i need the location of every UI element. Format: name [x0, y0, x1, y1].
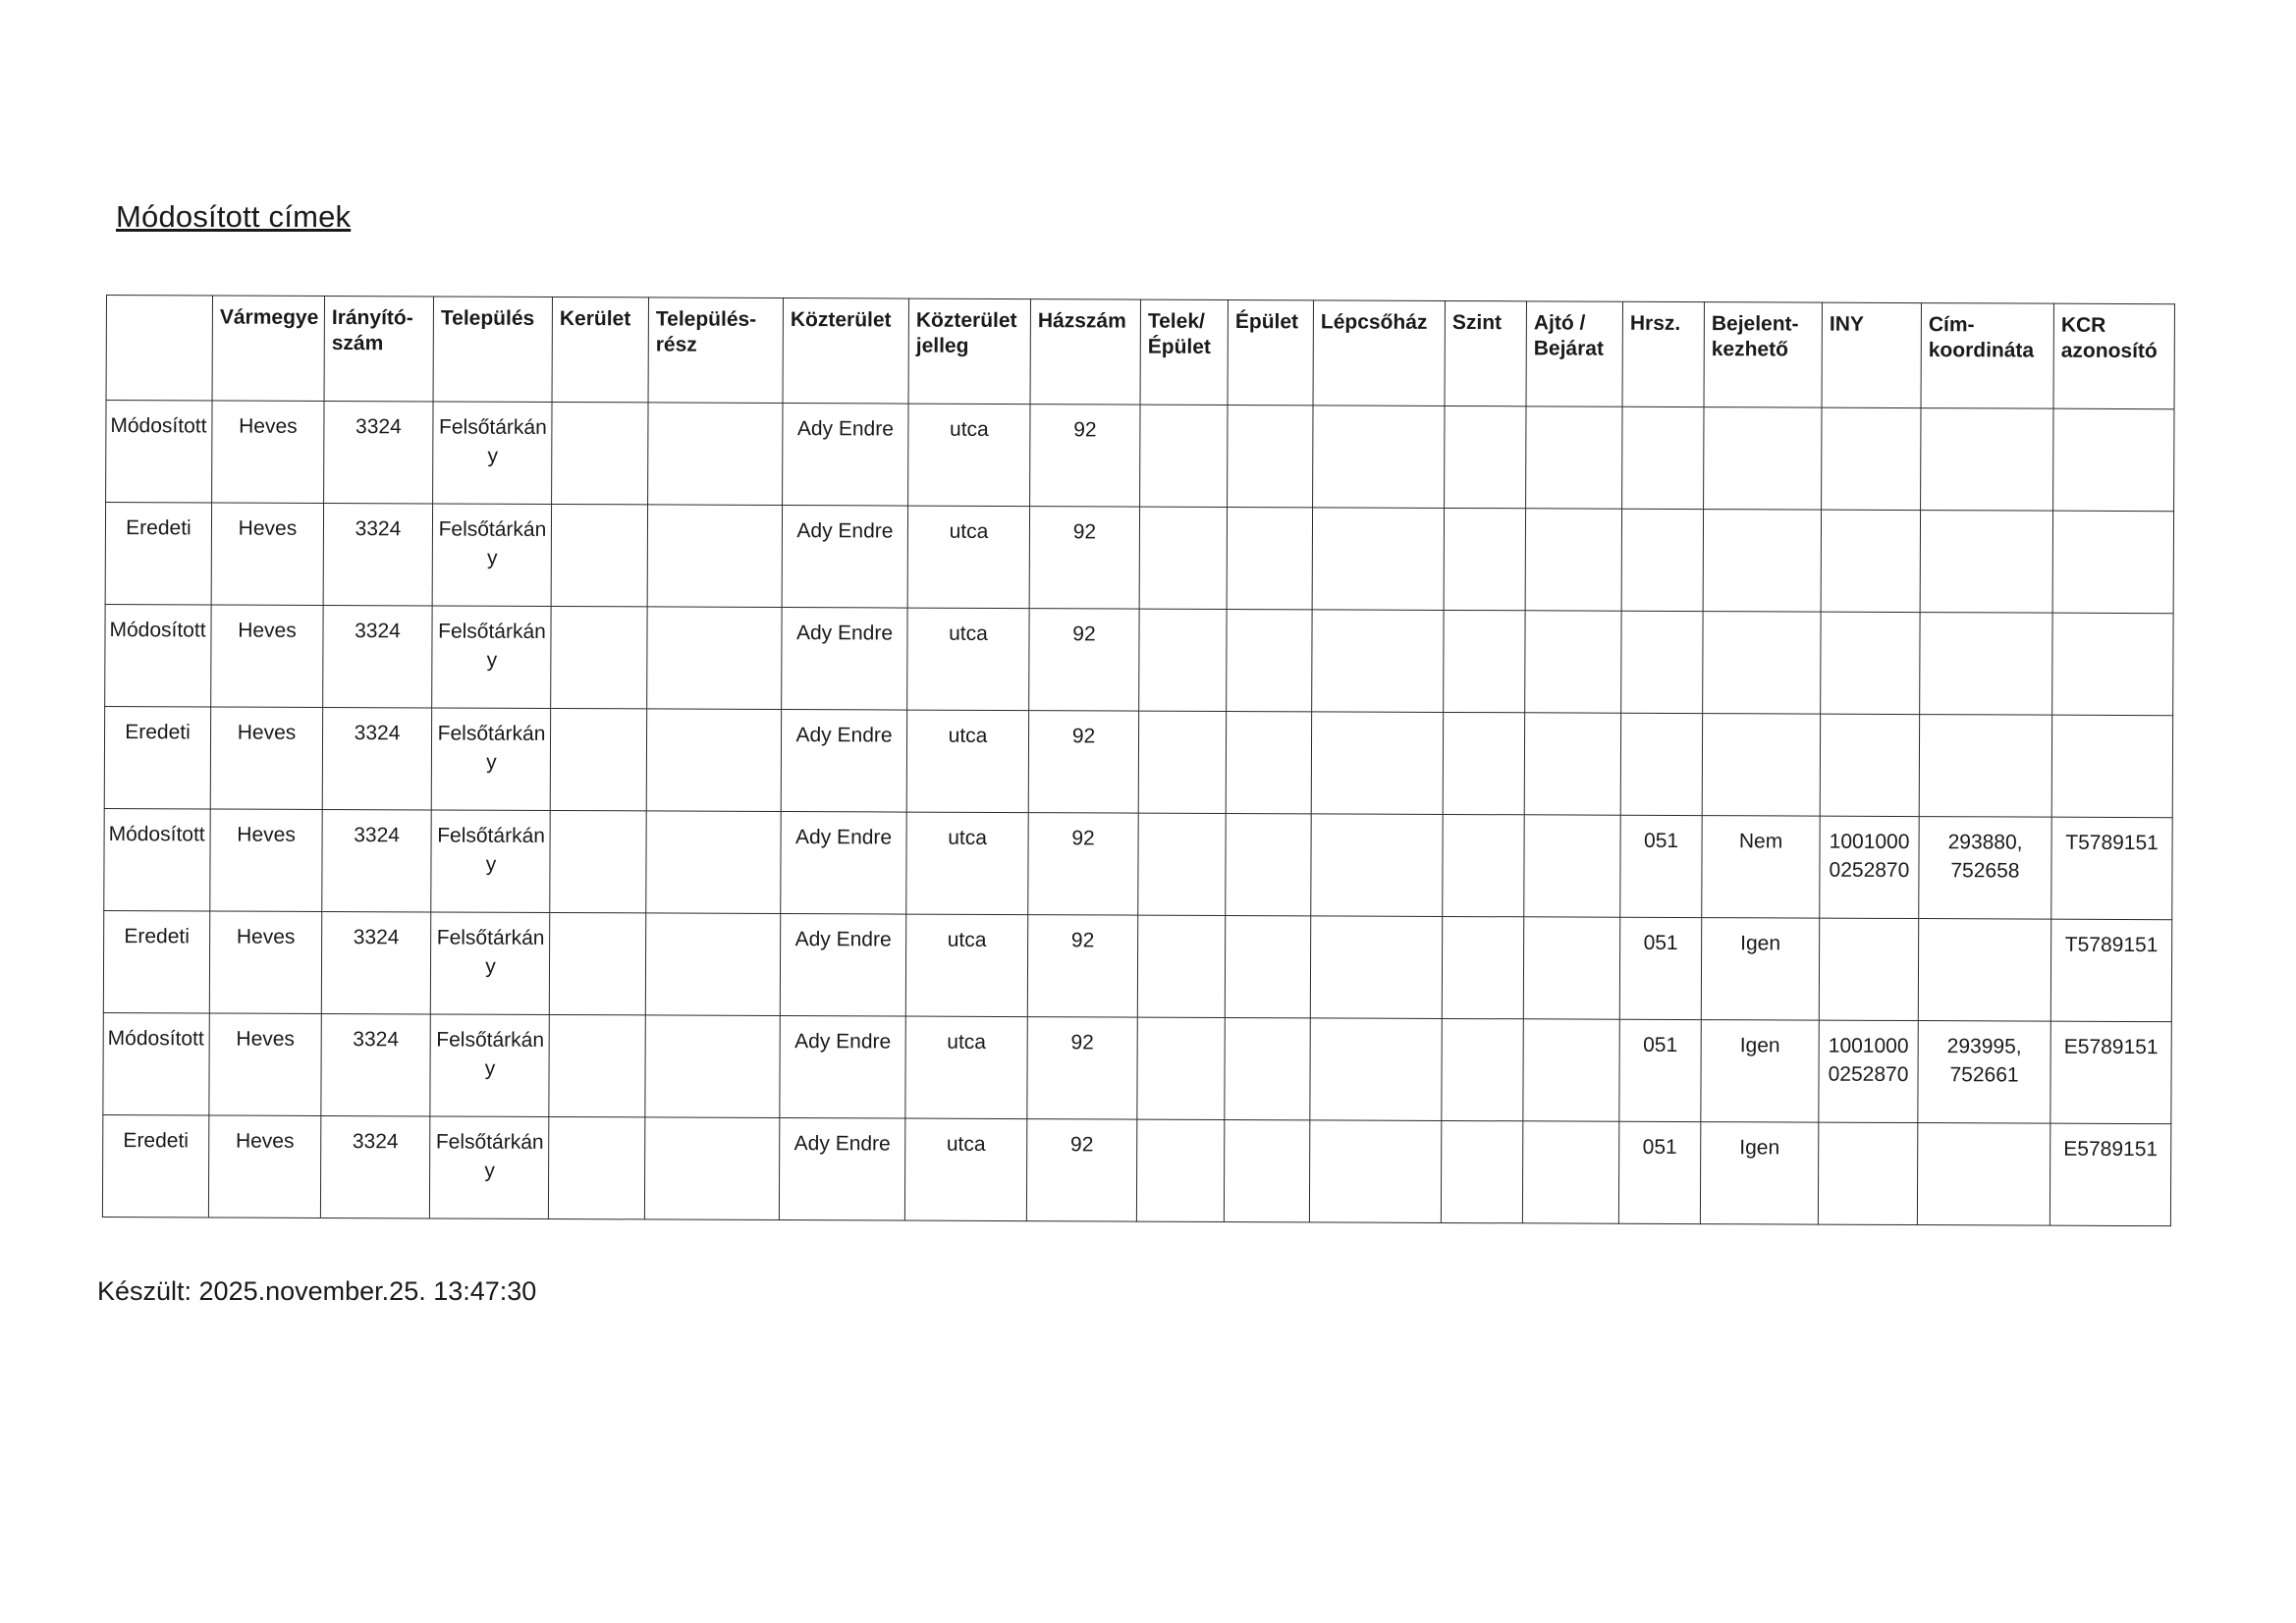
column-header: INY	[1822, 302, 1921, 407]
street-type-cell: utca	[905, 1016, 1027, 1119]
house-no-cell: 92	[1028, 813, 1138, 915]
district-cell	[551, 606, 647, 708]
column-header: Szint	[1445, 300, 1526, 406]
status-cell: Módosított	[104, 808, 210, 910]
street-type-cell: utca	[907, 506, 1029, 609]
coordinate-cell	[1917, 1123, 2050, 1226]
coord-line-1	[1918, 1134, 2050, 1135]
coordinate-cell	[1919, 817, 2051, 920]
reportable-cell: Igen	[1700, 1122, 1818, 1225]
floor-cell	[1444, 610, 1525, 712]
iny-cell	[1818, 1122, 1917, 1224]
coord-line-2	[1921, 419, 2052, 420]
coord-line-2	[1920, 726, 2051, 727]
hrsz-cell	[1622, 406, 1704, 509]
plot-cell	[1138, 711, 1226, 813]
status-cell: Eredeti	[103, 910, 209, 1012]
kcr-cell: T5789151	[2050, 919, 2171, 1022]
iny-line-2: 0252870	[1829, 858, 1910, 883]
street-cell: Ady Endre	[782, 506, 907, 609]
zip-cell: 3324	[321, 1013, 430, 1115]
plot-cell	[1140, 405, 1228, 507]
settlement-cell: Felsőtárkány	[430, 1014, 549, 1117]
column-header: Kerület	[552, 297, 648, 402]
building-cell	[1227, 609, 1312, 711]
column-header: Lépcsőház	[1313, 300, 1445, 406]
district-cell	[550, 708, 646, 810]
part-cell	[645, 1015, 780, 1118]
reportable-cell: Igen	[1701, 1020, 1819, 1123]
kcr-cell: E5789151	[2050, 1123, 2170, 1226]
staircase-cell	[1312, 508, 1444, 611]
plot-cell	[1137, 915, 1225, 1017]
county-cell: Heves	[211, 503, 323, 605]
column-header: Közterület jelleg	[908, 298, 1030, 405]
district-cell	[550, 810, 646, 912]
status-cell: Eredeti	[102, 1114, 208, 1217]
part-cell	[646, 811, 781, 914]
coord-line-2	[1919, 930, 2050, 931]
table-row	[105, 604, 2173, 715]
table-row	[103, 1012, 2171, 1123]
iny-cell	[1819, 918, 1918, 1020]
status-cell: Módosított	[103, 1012, 209, 1114]
street-cell: Ady Endre	[779, 1118, 904, 1221]
coord-line-2	[1921, 623, 2052, 624]
building-cell	[1225, 1017, 1310, 1119]
house-no-cell: 92	[1027, 1017, 1137, 1119]
column-header: Épület	[1228, 299, 1313, 405]
floor-cell	[1443, 814, 1524, 916]
zip-cell: 3324	[323, 605, 432, 707]
reportable-cell	[1703, 510, 1821, 613]
floor-cell	[1443, 712, 1524, 814]
zip-cell: 3324	[323, 503, 432, 605]
house-no-cell: 92	[1030, 405, 1140, 507]
plot-cell	[1138, 813, 1226, 915]
door-cell	[1523, 1019, 1619, 1121]
staircase-cell	[1311, 712, 1443, 815]
county-cell: Heves	[212, 401, 324, 503]
county-cell: Heves	[210, 809, 322, 911]
settlement-cell: Felsőtárkány	[431, 708, 550, 811]
coordinate-cell	[1918, 919, 2050, 1022]
table-body	[102, 401, 2174, 1226]
kcr-cell	[2052, 511, 2173, 614]
kcr-cell	[2052, 613, 2173, 716]
floor-cell	[1441, 1120, 1522, 1222]
street-type-cell: utca	[906, 812, 1028, 915]
iny-cell	[1821, 612, 1920, 714]
coordinate-cell	[1920, 613, 2052, 716]
house-no-cell: 92	[1028, 711, 1138, 813]
column-header: Irányító-szám	[324, 296, 433, 401]
column-header: Cím-koordináta	[1921, 303, 2053, 409]
coord-line-2: 752658	[1950, 859, 2020, 883]
iny-cell	[1820, 714, 1919, 816]
status-cell: Eredeti	[104, 706, 210, 808]
table-row	[105, 503, 2173, 614]
settlement-cell: Felsőtárkány	[433, 402, 552, 505]
building-cell	[1226, 711, 1311, 813]
building-cell	[1224, 1119, 1309, 1221]
part-cell	[647, 607, 782, 710]
reportable-cell	[1703, 612, 1821, 715]
staircase-cell	[1311, 814, 1443, 917]
kcr-cell: T5789151	[2051, 817, 2172, 920]
generated-timestamp: Készült: 2025.november.25. 13:47:30	[97, 1276, 537, 1306]
column-header: Ajtó / Bejárat	[1526, 301, 1622, 406]
column-header	[106, 296, 212, 401]
status-cell: Eredeti	[105, 503, 211, 605]
county-cell: Heves	[209, 911, 321, 1013]
kcr-cell: E5789151	[2050, 1021, 2171, 1124]
street-cell: Ady Endre	[781, 710, 906, 813]
door-cell	[1523, 917, 1619, 1019]
staircase-cell	[1312, 610, 1444, 713]
column-header: Házszám	[1030, 299, 1140, 405]
part-cell	[647, 505, 782, 608]
plot-cell	[1136, 1119, 1224, 1221]
reportable-cell	[1702, 714, 1820, 817]
staircase-cell	[1310, 916, 1442, 1019]
floor-cell	[1444, 508, 1525, 610]
street-type-cell: utca	[908, 404, 1030, 507]
table-row	[103, 910, 2171, 1021]
county-cell: Heves	[210, 707, 322, 809]
status-cell: Módosított	[105, 604, 211, 706]
door-cell	[1526, 406, 1622, 509]
floor-cell	[1445, 406, 1526, 508]
settlement-cell: Felsőtárkány	[431, 810, 550, 913]
zip-cell: 3324	[322, 809, 431, 911]
door-cell	[1524, 713, 1620, 815]
building-cell	[1227, 507, 1312, 609]
column-header: Vármegye	[212, 296, 324, 401]
column-header: Közterület	[783, 298, 908, 405]
plot-cell	[1139, 609, 1227, 711]
door-cell	[1524, 815, 1620, 917]
hrsz-cell: 051	[1620, 815, 1702, 917]
iny-line-2: 0252870	[1828, 1062, 1909, 1087]
kcr-cell	[2053, 408, 2174, 512]
house-no-cell: 92	[1029, 507, 1139, 609]
plot-cell	[1139, 507, 1227, 609]
district-cell	[552, 402, 648, 504]
hrsz-cell: 051	[1618, 1121, 1700, 1223]
reportable-cell: Nem	[1702, 816, 1820, 919]
column-header: Bejelent-kezhető	[1704, 302, 1822, 408]
district-cell	[549, 912, 645, 1014]
door-cell	[1522, 1121, 1618, 1223]
coordinate-cell	[1919, 715, 2051, 818]
staircase-cell	[1309, 1120, 1441, 1223]
iny-cell	[1819, 1020, 1918, 1122]
table-row	[102, 1114, 2170, 1225]
reportable-cell: Igen	[1701, 918, 1819, 1021]
coord-line-1	[1921, 521, 2052, 522]
plot-cell	[1137, 1017, 1225, 1119]
building-cell	[1228, 405, 1313, 507]
coord-line-1	[1919, 930, 2050, 931]
iny-line-1: 1001000	[1829, 830, 1910, 854]
street-cell: Ady Endre	[781, 812, 906, 915]
table-row	[104, 706, 2172, 817]
part-cell	[646, 709, 781, 812]
county-cell: Heves	[208, 1115, 320, 1217]
floor-cell	[1442, 1018, 1523, 1120]
street-type-cell: utca	[907, 608, 1029, 711]
column-header: Telek/ Épület	[1140, 299, 1228, 405]
staircase-cell	[1310, 1018, 1442, 1121]
hrsz-cell: 051	[1619, 917, 1701, 1019]
coord-line-2: 752661	[1949, 1063, 2019, 1087]
column-header: KCR azonosító	[2053, 303, 2174, 409]
column-header: Település-rész	[648, 298, 783, 404]
coordinate-cell	[1918, 1021, 2050, 1124]
settlement-cell: Felsőtárkány	[432, 606, 551, 709]
floor-cell	[1442, 916, 1523, 1018]
house-no-cell: 92	[1029, 609, 1139, 711]
street-type-cell: utca	[906, 710, 1028, 813]
coordinate-cell	[1921, 408, 2053, 512]
coord-line-2	[1918, 1134, 2050, 1135]
settlement-cell: Felsőtárkány	[430, 912, 549, 1015]
iny-cell	[1820, 816, 1919, 918]
zip-cell: 3324	[320, 1115, 429, 1217]
district-cell	[549, 1014, 645, 1116]
building-cell	[1226, 813, 1311, 915]
district-cell	[548, 1116, 644, 1218]
street-cell: Ady Endre	[783, 404, 908, 507]
hrsz-cell	[1621, 509, 1703, 611]
settlement-cell: Felsőtárkány	[432, 504, 551, 607]
coord-line-1: 293995,	[1946, 1035, 2022, 1058]
coord-line-1: 293880,	[1947, 831, 2023, 854]
staircase-cell	[1313, 406, 1445, 509]
county-cell: Heves	[209, 1013, 321, 1115]
hrsz-cell	[1620, 713, 1702, 815]
table-row	[106, 401, 2174, 512]
table-row	[104, 808, 2172, 919]
zip-cell: 3324	[324, 401, 433, 503]
part-cell	[645, 913, 780, 1016]
street-type-cell: utca	[904, 1118, 1026, 1221]
column-header: Település	[433, 297, 552, 403]
page-title: Módosított címek	[116, 199, 352, 234]
status-cell: Módosított	[106, 401, 212, 503]
iny-cell	[1822, 407, 1921, 510]
county-cell: Heves	[211, 605, 323, 707]
iny-cell	[1821, 510, 1920, 612]
coord-line-1	[1920, 726, 2051, 727]
street-cell: Ady Endre	[780, 914, 905, 1017]
house-no-cell: 92	[1026, 1119, 1136, 1221]
zip-cell: 3324	[321, 911, 430, 1013]
building-cell	[1225, 915, 1310, 1017]
part-cell	[648, 403, 783, 506]
street-cell: Ady Endre	[780, 1016, 905, 1119]
hrsz-cell	[1621, 611, 1703, 713]
reportable-cell	[1704, 407, 1822, 511]
coord-line-1	[1921, 419, 2052, 420]
zip-cell: 3324	[322, 707, 431, 809]
door-cell	[1525, 611, 1621, 713]
address-table	[102, 295, 2175, 1226]
coordinate-cell	[1920, 511, 2052, 614]
hrsz-cell: 051	[1619, 1019, 1701, 1121]
table-header-row	[106, 296, 2174, 409]
coord-line-1	[1921, 623, 2052, 624]
part-cell	[644, 1117, 779, 1220]
kcr-cell	[2051, 715, 2172, 818]
settlement-cell: Felsőtárkány	[429, 1116, 548, 1219]
house-no-cell: 92	[1027, 915, 1137, 1017]
street-type-cell: utca	[905, 914, 1027, 1017]
iny-line-1: 1001000	[1828, 1034, 1909, 1058]
district-cell	[551, 504, 647, 606]
street-cell: Ady Endre	[782, 608, 907, 711]
column-header: Hrsz.	[1622, 301, 1704, 406]
coord-line-2	[1921, 521, 2052, 522]
door-cell	[1525, 509, 1621, 611]
